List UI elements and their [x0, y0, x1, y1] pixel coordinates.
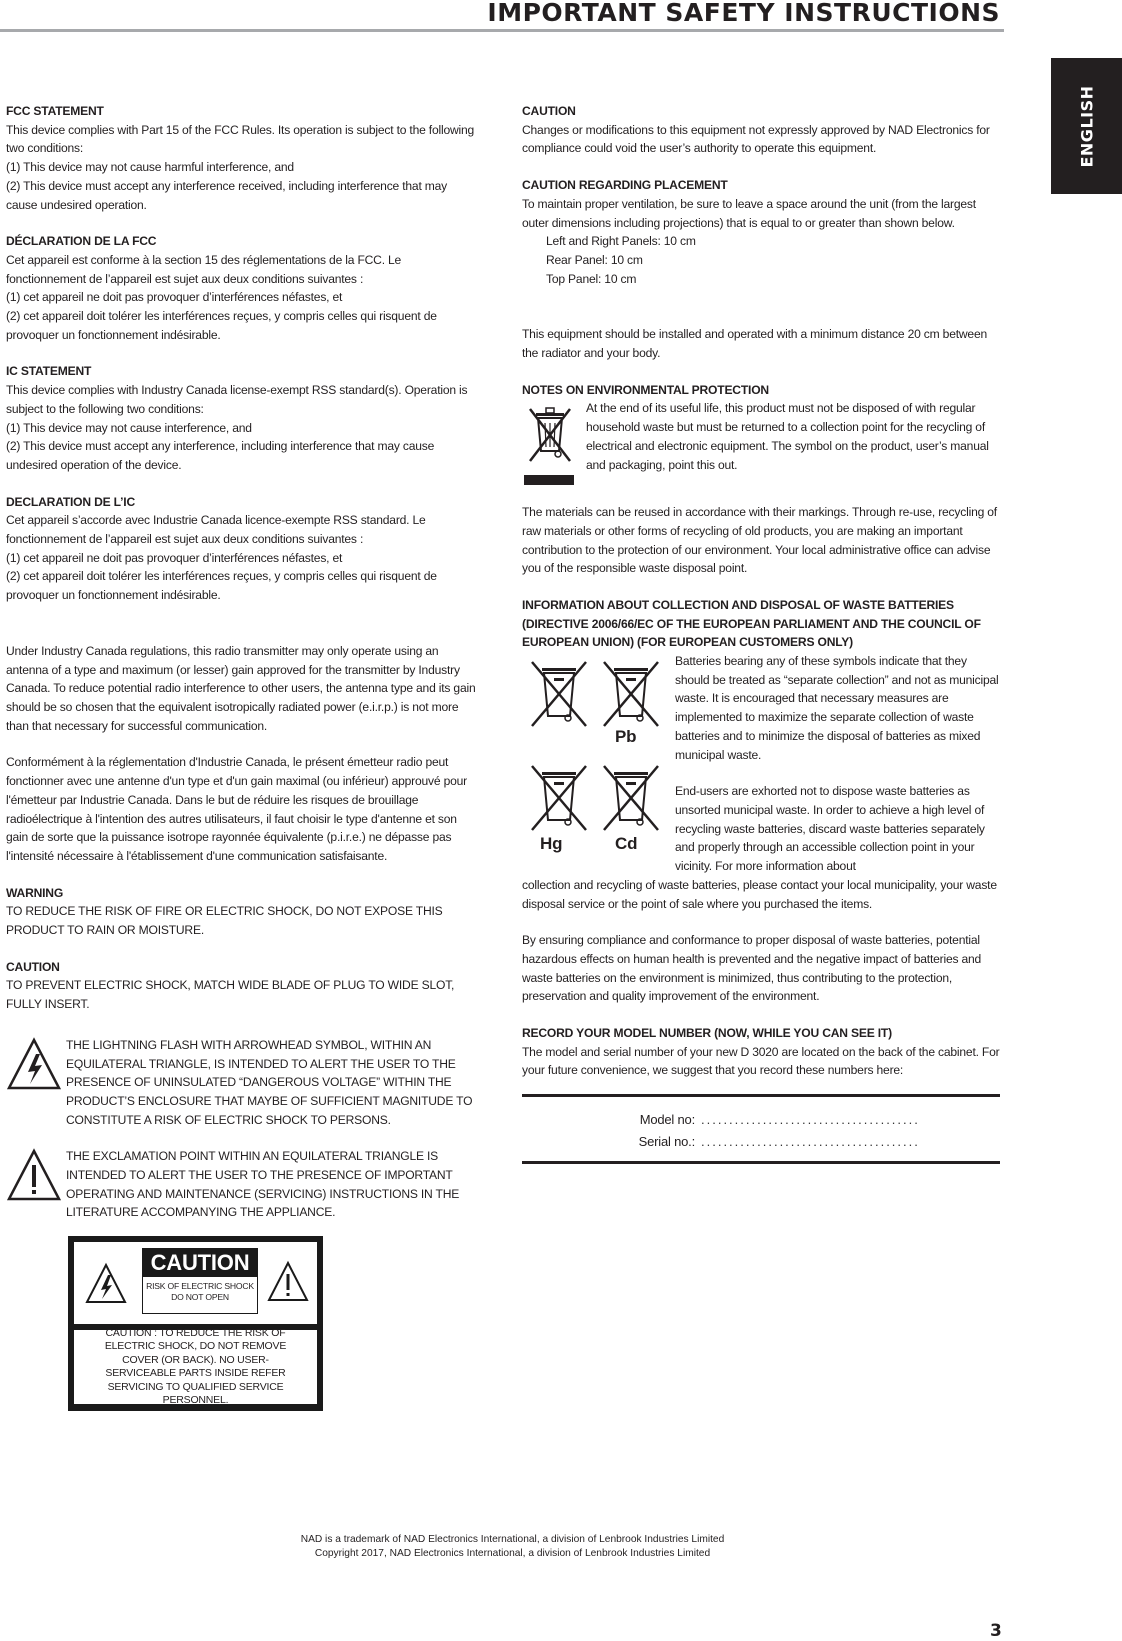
paragraph: Batteries bearing any of these symbols indicate that they should be treated as “separate collection” and not as municipal waste. It is encouraged that necessary measures are implemented to maximize the separate collection of waste batteries and to minimize the disposal of batteries as mixed municipal waste. — [675, 654, 999, 762]
caution-label-top — [74, 1242, 317, 1324]
list-item: (2) cet appareil doit tolérer les interférences reçues, y compris celles qui risquent de provoquer un fonctionnement indésirable. — [6, 309, 437, 342]
batteries-side-text — [675, 652, 1000, 876]
radio-notice-fr — [6, 753, 481, 865]
section-heading: NOTES ON ENVIRONMENTAL PROTECTION — [522, 382, 769, 397]
lightning-triangle-icon — [84, 1262, 128, 1306]
section-heading: CAUTION — [522, 104, 576, 118]
paragraph: Conformément à la réglementation d'Industrie Canada, le présent émetteur radio peut fonctionner avec une antenne d'un type et d'un gain maximal (ou inférieur) approuvé pour l'émetteur par Industrie Canada. Dans le but de réduire les risques de brouillage radioélectrique à l'intention des autres utilisateurs, il faut choisir le type d'antenne et son gain de sorte que la puissance isotrope rayonnée équivalente (p.i.r.e.) ne dépasse pas l'intensité nécessaire à l'établissement d'une communication satisfaisante. — [6, 755, 467, 863]
model-number-label: Model no: — [639, 1112, 695, 1128]
paragraph: Changes or modifications to this equipment not expressly approved by NAD Electronics for compliance could void the user’s authority to operate this equipment. — [522, 122, 990, 156]
paragraph: By ensuring compliance and conformance to proper disposal of waste batteries, potential hazardous effects on human health is prevented and the negative impact of batteries and waste batteries on the environment is minimized, thus contributing to the protection, preservation and quality improvement of the environment. — [522, 933, 982, 1004]
caution-label-title: CAUTION — [143, 1249, 257, 1277]
caution-label-sub2: DO NOT OPEN — [171, 1292, 229, 1303]
record-section — [522, 1024, 1000, 1164]
lightning-symbol-text: THE LIGHTNING FLASH WITH ARROWHEAD SYMBOL, WITHIN AN EQUILATERAL TRIANGLE, IS INTENDED TO ALERT THE USER TO THE PRESENCE OF UNINSULATED “DANGEROUS VOLTAGE” WITHIN THE PRODUCT’S ENCLOSURE THAT MAYBE OF SUFFICIENT MAGNITUDE TO CONSTITUTE A RISK OF ELECTRIC SHOCK TO PERSONS. — [66, 1037, 473, 1127]
paragraph: At the end of its useful life, this product must not be disposed of with regular household waste but must be returned to a collection point for the recycling of electrical and electronic equipment. The symbol on the product, user’s manual and packaging, point this out. — [586, 401, 989, 472]
right-column — [522, 102, 1000, 1164]
exclamation-triangle-icon — [266, 1260, 310, 1304]
language-tab — [1051, 58, 1122, 194]
weee-row — [522, 399, 1000, 495]
serial-number-field[interactable]: ....................................... — [701, 1134, 920, 1150]
warning-section — [6, 884, 481, 940]
batteries-section — [522, 596, 1000, 913]
divider — [522, 1161, 1000, 1164]
section-heading: INFORMATION ABOUT COLLECTION AND DISPOSAL OF WASTE BATTERIES (DIRECTIVE 2006/66/EC OF THE EUROPEAN PARLIAMENT AND THE COUNCIL OF EUROPEAN UNION) (FOR EUROPEAN CUSTOMERS ONLY) — [522, 597, 981, 650]
lead-symbol-label: Pb — [615, 727, 637, 747]
crossed-bin-hg-icon — [524, 758, 594, 840]
list-item: (1) This device may not cause interference, and — [6, 420, 252, 435]
footer-trademark: NAD is a trademark of NAD Electronics International, a division of Lenbrook Industries Limited — [300, 1534, 725, 1545]
model-number-field[interactable]: ....................................... — [701, 1112, 920, 1128]
paragraph: Cet appareil est conforme à la section 15 des réglementations de la FCC. Le fonctionnement de l’appareil est sujet aux deux conditions suivantes : — [6, 252, 402, 286]
paragraph: The materials can be reused in accordance with their markings. Through re-use, recycling of raw materials or other forms of recycling of old products, you are making an important contribution to the protection of our environment. Your local administrative office can advise you of the responsible waste disposal point. — [522, 505, 997, 576]
section-heading: CAUTION REGARDING PLACEMENT — [522, 178, 728, 193]
paragraph: TO PREVENT ELECTRIC SHOCK, MATCH WIDE BLADE OF PLUG TO WIDE SLOT, FULLY INSERT. — [6, 978, 455, 1012]
section-heading: IC STATEMENT — [6, 364, 92, 379]
exclamation-symbol-text: THE EXCLAMATION POINT WITHIN AN EQUILATERAL TRIANGLE IS INTENDED TO ALERT THE USER TO THE PRESENCE OF IMPORTANT OPERATING AND MAINTENANCE (SERVICING) INSTRUCTIONS IN THE LITERATURE ACCOMPANYING THE APPLIANCE. — [66, 1149, 460, 1220]
weee-bin-icon — [522, 399, 586, 495]
paragraph: This device complies with Part 15 of the FCC Rules. Its operation is subject to the following two conditions: — [6, 122, 475, 156]
mercury-symbol-label: Hg — [540, 834, 563, 854]
crossed-bin-pb-icon — [596, 654, 666, 736]
footer — [0, 1533, 1025, 1561]
model-number-line — [522, 1109, 1000, 1131]
paragraph: Under Industry Canada regulations, this radio transmitter may only operate using an antenna of a type and maximum (or lesser) gain approved for the transmitter by Industry Canada. To reduce potential radio interference to other users, the antenna type and its gain should be so chosen that the equivalent isotropically radiated power (e.i.r.p.) is not more than that necessary for successful communication. — [6, 643, 476, 733]
title-rule — [0, 29, 1004, 32]
batteries-row — [522, 652, 1000, 876]
exclamation-symbol-row — [6, 1147, 481, 1222]
caution-label-graphic — [68, 1236, 323, 1411]
language-tab-label: ENGLISH — [1077, 84, 1097, 168]
list-item: (2) This device must accept any interference received, including interference that may cause undesired operation. — [6, 178, 448, 212]
cadmium-symbol-label: Cd — [615, 834, 638, 854]
caution-label-bottom-text: CAUTION : TO REDUCE THE RISK OF ELECTRIC SHOCK, DO NOT REMOVE COVER (OR BACK). NO USER-SERVICEABLE PARTS INSIDE REFER SERVICING TO QUALIFIED SERVICE PERSONNEL. — [104, 1326, 287, 1407]
left-column — [6, 102, 481, 1411]
ic-statement — [6, 362, 481, 474]
section-heading: DÉCLARATION DE LA FCC — [6, 234, 157, 249]
fcc-declaration-fr — [6, 232, 481, 344]
ic-declaration-fr — [6, 493, 481, 605]
list-item: (1) cet appareil ne doit pas provoquer d’interférences néfastes, et — [6, 550, 343, 565]
lightning-triangle-icon — [6, 1036, 66, 1098]
crossed-bin-cd-icon — [596, 758, 666, 840]
paragraph: Cet appareil s’accorde avec Industrie Canada licence-exempte RSS standard. Le fonctionnement de l’appareil est sujet aux deux conditions suivantes : — [6, 513, 426, 547]
list-item: (2) This device must accept any interference, including interference that may cause undesired operation of the device. — [6, 439, 435, 472]
paragraph: This device complies with Industry Canada license-exempt RSS standard(s). Operation is subject to the following two conditions: — [6, 383, 468, 416]
batteries-compliance — [522, 931, 1000, 1006]
list-item: (1) cet appareil ne doit pas provoquer d’interférences néfastes, et — [6, 290, 343, 305]
battery-symbols — [522, 652, 675, 862]
list-item: (1) This device may not cause harmful interference, and — [6, 160, 294, 175]
paragraph: This equipment should be installed and operated with a minimum distance 20 cm between the radiator and your body. — [522, 327, 988, 361]
section-heading: FCC STATEMENT — [6, 104, 104, 118]
section-heading: WARNING — [6, 885, 64, 900]
exclamation-triangle-icon — [6, 1147, 66, 1209]
environment-section — [522, 381, 1000, 578]
fcc-statement — [6, 102, 481, 214]
caution-label-sub1: RISK OF ELECTRIC SHOCK — [146, 1281, 254, 1292]
caution-label-bottom — [74, 1326, 317, 1407]
section-heading: RECORD YOUR MODEL NUMBER (NOW, WHILE YOU CAN SEE IT) — [522, 1026, 892, 1041]
record-fields — [522, 1097, 1000, 1161]
section-heading: CAUTION — [6, 959, 60, 974]
paragraph: End-users are exhorted not to dispose waste batteries as unsorted municipal waste. In order to achieve a high level of recycling waste batteries, discard waste batteries separately and properly through an accessible collection point in your vicinity. For more information about — [675, 784, 985, 874]
caution-plug-section — [6, 958, 481, 1014]
paragraph: To maintain proper ventilation, be sure to leave a space around the unit (from the largest outer dimensions including projections) that is equal to or greater than shown below. — [522, 196, 976, 230]
paragraph: collection and recycling of waste batteries, please contact your local municipality, your waste disposal service or the point of sale where you purchased the items. — [522, 877, 997, 911]
list-item: Top Panel: 10 cm — [546, 271, 637, 286]
page-title: IMPORTANT SAFETY INSTRUCTIONS — [487, 0, 1000, 27]
caution-modifications — [522, 102, 1000, 158]
list-item: Left and Right Panels: 10 cm — [546, 234, 696, 249]
serial-number-line — [522, 1131, 1000, 1153]
crossed-bin-icon — [524, 654, 594, 736]
list-item: (2) cet appareil doit tolérer les interférences reçues, y compris celles qui risquent de provoquer un fonctionnement indésirable. — [6, 569, 437, 603]
distance-notice — [522, 325, 1000, 362]
radio-notice-en — [6, 642, 481, 736]
list-item: Rear Panel: 10 cm — [546, 252, 643, 267]
placement-section — [522, 176, 1000, 288]
footer-copyright: Copyright 2017, NAD Electronics International, a division of Lenbrook Industries Limited — [314, 1548, 711, 1559]
paragraph: The model and serial number of your new D 3020 are located on the back of the cabinet. For your future convenience, we suggest that you record these numbers here: — [522, 1044, 1000, 1078]
serial-number-label: Serial no.: — [638, 1134, 695, 1150]
lightning-symbol-row — [6, 1036, 481, 1130]
page-number: 3 — [990, 1621, 1002, 1641]
section-heading: DECLARATION DE L’IC — [6, 494, 136, 509]
paragraph: TO REDUCE THE RISK OF FIRE OR ELECTRIC SHOCK, DO NOT EXPOSE THIS PRODUCT TO RAIN OR MOISTURE. — [6, 904, 443, 938]
caution-label-box — [142, 1248, 258, 1314]
